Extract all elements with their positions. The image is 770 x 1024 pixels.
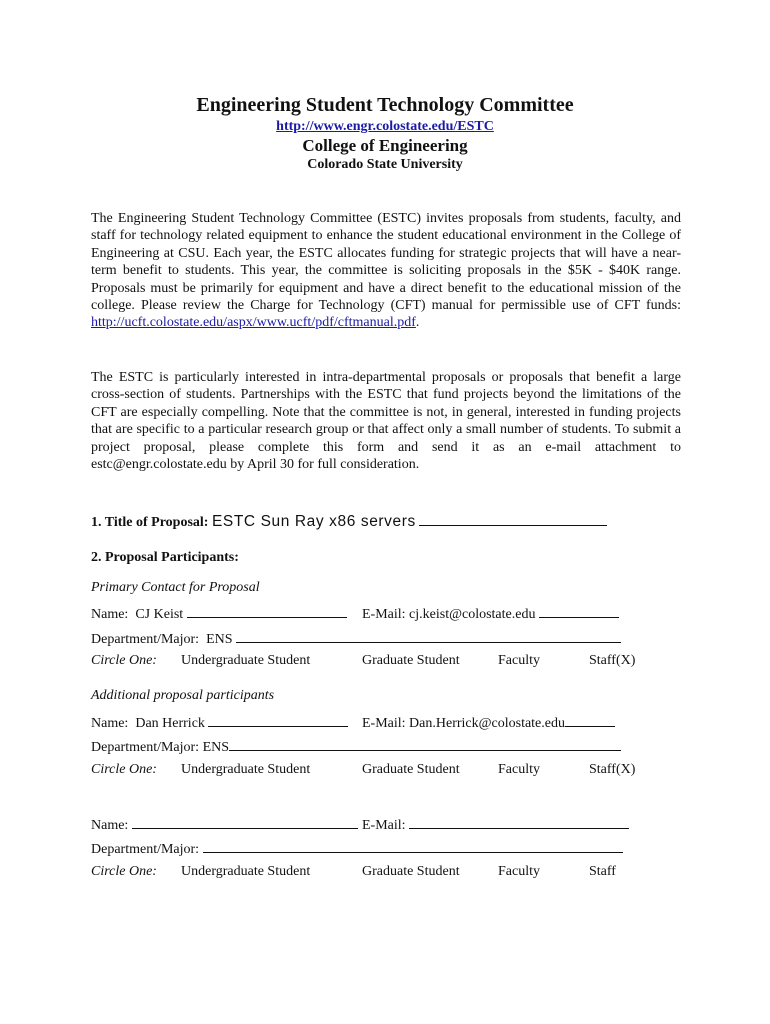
participant-3-dept-row: Department/Major: bbox=[91, 839, 623, 858]
intro-paragraph-2: The ESTC is particularly interested in intra-departmental proposals or proposals that benefit a large cross-section of students. Partnerships with the ESTC that fund projects beyond the limitations of the CFT are especially compelling. Note that the committee is not, in general, interested in funding projects that are specific to a particular research group or that affect only a small number of students. To submit a project proposal, please complete this form and send it as an e-mail attachment to estc@engr.colostate.edu by April 30 for full consideration. bbox=[91, 370, 681, 473]
participant-3-undergrad-option[interactable]: Undergraduate Student bbox=[181, 864, 311, 879]
estc-website-link[interactable]: http://www.engr.colostate.edu/ESTC bbox=[276, 119, 494, 134]
participant-2-grad-option[interactable]: Graduate Student bbox=[362, 762, 460, 777]
participant-3-faculty-option[interactable]: Faculty bbox=[498, 864, 540, 879]
participant-3-staff-option[interactable]: Staff bbox=[589, 864, 616, 879]
title-of-proposal-row bbox=[91, 512, 607, 531]
proposal-title-field[interactable]: ESTC Sun Ray x86 servers bbox=[211, 513, 416, 530]
primary-contact-heading: Primary Contact for Proposal bbox=[91, 580, 260, 595]
participant-2-name-field[interactable]: Dan Herrick bbox=[135, 716, 205, 731]
participant-3-name-row: Name: bbox=[91, 815, 358, 834]
participant-3-grad-option[interactable]: Graduate Student bbox=[362, 864, 460, 879]
participant-1-name-row: Name: CJ Keist bbox=[91, 604, 347, 623]
q1-label: 1. Title of Proposal: bbox=[91, 515, 209, 530]
participant-1-faculty-option[interactable]: Faculty bbox=[498, 653, 540, 668]
college-name: College of Engineering bbox=[302, 136, 468, 155]
participant-2-email-field[interactable]: Dan.Herrick@colostate.edu bbox=[409, 716, 565, 731]
additional-participants-heading: Additional proposal participants bbox=[91, 688, 275, 703]
participant-1-undergrad-option[interactable]: Undergraduate Student bbox=[181, 653, 311, 668]
intro-paragraph-1: The Engineering Student Technology Committee (ESTC) invites proposals from students, faculty, and staff for technology related equipment to enhance the student educational environment in the College of Engineering at CSU. Each year, the ESTC allocates funding for strategic projects that will have a near-term benefit to students. This year, the committee is soliciting proposals in the $5K - $40K range. Proposals must be primarily for equipment and have a direct benefit to the educational mission of the college. Please review the Charge for Technology (CFT) manual for permissible use of CFT funds: http://ucft.colostate.edu/aspx/www.ucft/pdf/cftmanual.pdf. bbox=[91, 211, 681, 331]
participant-1-dept-row: Department/Major: ENS bbox=[91, 629, 621, 648]
participant-2-circle-label: Circle One: bbox=[91, 762, 157, 777]
doc-title: Engineering Student Technology Committee bbox=[196, 94, 574, 116]
participant-2-name-row: Name: Dan Herrick bbox=[91, 713, 348, 732]
participant-2-staff-option[interactable]: Staff(X) bbox=[589, 762, 636, 777]
participant-1-dept-field[interactable]: ENS bbox=[206, 632, 233, 647]
intro-paragraph-1-text: The Engineering Student Technology Committee (ESTC) invites proposals from students, faculty, and staff for technology related equipment to enhance the student educational environment in the College of Engineering at CSU. Each year, the ESTC allocates funding for strategic projects that will have a near-term benefit to students. This year, the committee is soliciting proposals in the $5K - $40K range. Proposals must be primarily for equipment and have a direct benefit to the educational mission of the college. Please review the Charge for Technology (CFT) manual for permissible use of CFT funds: bbox=[91, 211, 681, 314]
participant-2-undergrad-option[interactable]: Undergraduate Student bbox=[181, 762, 311, 777]
participant-3-circle-label: Circle One: bbox=[91, 864, 157, 879]
participant-1-name-field[interactable]: CJ Keist bbox=[135, 607, 184, 622]
q2-label: 2. Proposal Participants: bbox=[91, 550, 239, 565]
participant-2-dept-row: Department/Major: ENS bbox=[91, 737, 621, 756]
participant-1-email-field[interactable]: cj.keist@colostate.edu bbox=[409, 607, 536, 622]
participant-1-grad-option[interactable]: Graduate Student bbox=[362, 653, 460, 668]
participant-3-email-row: E-Mail: bbox=[362, 815, 629, 834]
university-name: Colorado State University bbox=[307, 157, 463, 172]
cft-manual-link[interactable]: http://ucft.colostate.edu/aspx/www.ucft/pdf/cftmanual.pdf bbox=[91, 315, 416, 331]
participant-1-email-row: E-Mail: cj.keist@colostate.edu bbox=[362, 604, 619, 623]
participant-2-dept-field[interactable]: ENS bbox=[202, 740, 230, 755]
participant-2-faculty-option[interactable]: Faculty bbox=[498, 762, 540, 777]
participant-1-staff-option[interactable]: Staff(X) bbox=[589, 653, 636, 668]
participant-1-circle-label: Circle One: bbox=[91, 653, 157, 668]
participant-2-email-row: E-Mail: Dan.Herrick@colostate.edu bbox=[362, 713, 615, 732]
